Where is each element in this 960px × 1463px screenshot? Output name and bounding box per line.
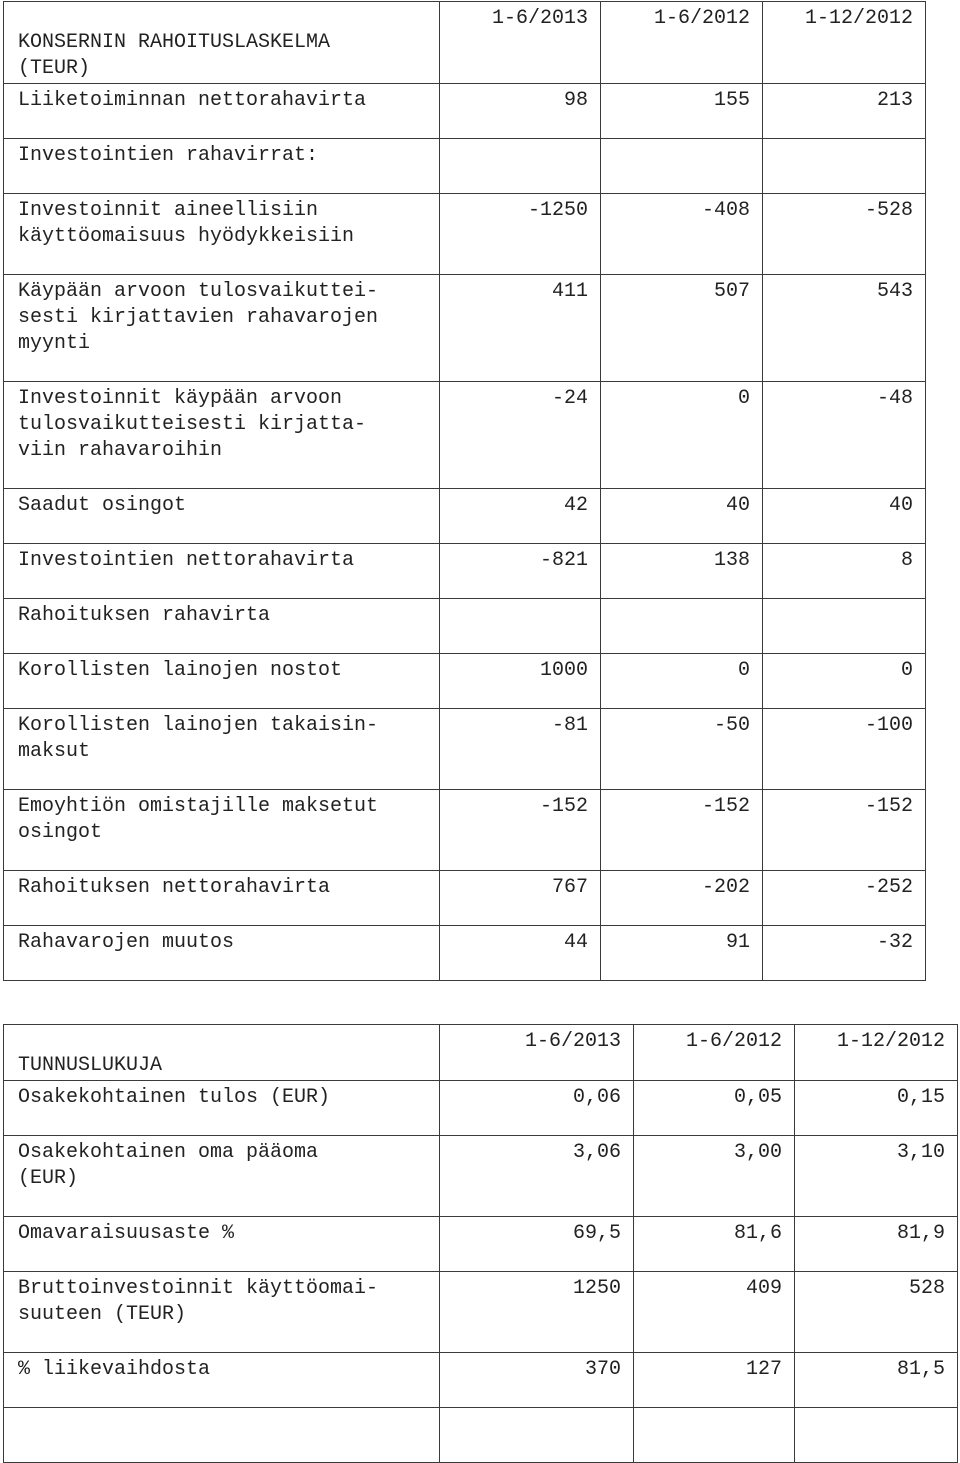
cell-value: -252 bbox=[763, 871, 926, 926]
row-label: Korollisten lainojen nostot bbox=[4, 654, 440, 709]
row-label: Investointien rahavirrat: bbox=[4, 139, 440, 194]
cashflow-period-header: 1-12/2012 bbox=[763, 2, 926, 84]
cell-value: 3,00 bbox=[634, 1136, 795, 1217]
cell-value bbox=[795, 1408, 958, 1463]
cell-value: -821 bbox=[440, 544, 601, 599]
cell-value: -152 bbox=[440, 790, 601, 871]
cell-value bbox=[763, 599, 926, 654]
cell-value: -408 bbox=[601, 194, 763, 275]
row-label: Investoinnit käypään arvoon tulosvaikutteisesti kirjatta- viin rahavaroihin bbox=[4, 382, 440, 489]
cell-value: 1000 bbox=[440, 654, 601, 709]
cell-value bbox=[601, 139, 763, 194]
table-row bbox=[4, 599, 926, 654]
row-label: Liiketoiminnan nettorahavirta bbox=[4, 84, 440, 139]
row-label bbox=[4, 1408, 440, 1463]
cell-value bbox=[440, 139, 601, 194]
cashflow-header-row bbox=[4, 2, 926, 84]
table-row bbox=[4, 1408, 958, 1463]
table-row bbox=[4, 790, 926, 871]
table-row bbox=[4, 709, 926, 790]
row-label: Käypään arvoon tulosvaikuttei- sesti kirjattavien rahavarojen myynti bbox=[4, 275, 440, 382]
cell-value: 40 bbox=[763, 489, 926, 544]
cell-value: -50 bbox=[601, 709, 763, 790]
row-label: Bruttoinvestoinnit käyttöomai- suuteen (TEUR) bbox=[4, 1272, 440, 1353]
cell-value: 213 bbox=[763, 84, 926, 139]
table-row bbox=[4, 139, 926, 194]
cell-value: 138 bbox=[601, 544, 763, 599]
ratios-title: TUNNUSLUKUJA bbox=[4, 1025, 440, 1081]
row-label: Rahoituksen nettorahavirta bbox=[4, 871, 440, 926]
cell-value: 44 bbox=[440, 926, 601, 981]
cell-value: 507 bbox=[601, 275, 763, 382]
cell-value bbox=[763, 139, 926, 194]
cell-value: 91 bbox=[601, 926, 763, 981]
table-row bbox=[4, 84, 926, 139]
cashflow-table bbox=[3, 1, 926, 981]
cell-value: 1250 bbox=[440, 1272, 634, 1353]
row-label: Rahoituksen rahavirta bbox=[4, 599, 440, 654]
cell-value: 0,06 bbox=[440, 1081, 634, 1136]
cell-value: -152 bbox=[601, 790, 763, 871]
cell-value: 3,06 bbox=[440, 1136, 634, 1217]
cell-value bbox=[634, 1408, 795, 1463]
cell-value: 767 bbox=[440, 871, 601, 926]
row-label: Osakekohtainen tulos (EUR) bbox=[4, 1081, 440, 1136]
table-row bbox=[4, 544, 926, 599]
table-row bbox=[4, 1136, 958, 1217]
cell-value: 0,05 bbox=[634, 1081, 795, 1136]
row-label: Osakekohtainen oma pääoma (EUR) bbox=[4, 1136, 440, 1217]
cell-value: 3,10 bbox=[795, 1136, 958, 1217]
row-label: Investointien nettorahavirta bbox=[4, 544, 440, 599]
cell-value: 0,15 bbox=[795, 1081, 958, 1136]
cell-value: 98 bbox=[440, 84, 601, 139]
ratios-period-header: 1-6/2013 bbox=[440, 1025, 634, 1081]
row-label: Rahavarojen muutos bbox=[4, 926, 440, 981]
table-row bbox=[4, 926, 926, 981]
cell-value: 69,5 bbox=[440, 1217, 634, 1272]
table-row bbox=[4, 275, 926, 382]
cell-value: 528 bbox=[795, 1272, 958, 1353]
row-label: Investoinnit aineellisiin käyttöomaisuus hyödykkeisiin bbox=[4, 194, 440, 275]
table-row bbox=[4, 1272, 958, 1353]
cell-value: 42 bbox=[440, 489, 601, 544]
cell-value: -100 bbox=[763, 709, 926, 790]
cell-value: -202 bbox=[601, 871, 763, 926]
cell-value: 0 bbox=[601, 382, 763, 489]
row-label: Emoyhtiön omistajille maksetut osingot bbox=[4, 790, 440, 871]
table-row bbox=[4, 382, 926, 489]
ratios-period-header: 1-6/2012 bbox=[634, 1025, 795, 1081]
cell-value: 81,5 bbox=[795, 1353, 958, 1408]
cell-value: -152 bbox=[763, 790, 926, 871]
cashflow-title bbox=[4, 2, 440, 84]
cell-value: 409 bbox=[634, 1272, 795, 1353]
table-row bbox=[4, 1353, 958, 1408]
table-row bbox=[4, 654, 926, 709]
cell-value: 370 bbox=[440, 1353, 634, 1408]
cashflow-title-line2: (TEUR) bbox=[18, 57, 91, 80]
cell-value: -1250 bbox=[440, 194, 601, 275]
cell-value bbox=[601, 599, 763, 654]
cashflow-period-header: 1-6/2012 bbox=[601, 2, 763, 84]
ratios-period-header: 1-12/2012 bbox=[795, 1025, 958, 1081]
cell-value: 543 bbox=[763, 275, 926, 382]
ratios-header-row bbox=[4, 1025, 958, 1081]
cell-value bbox=[440, 1408, 634, 1463]
cell-value: -24 bbox=[440, 382, 601, 489]
cell-value: -48 bbox=[763, 382, 926, 489]
cell-value: -81 bbox=[440, 709, 601, 790]
ratios-table bbox=[3, 1024, 958, 1463]
cell-value: 81,6 bbox=[634, 1217, 795, 1272]
row-label: Omavaraisuusaste % bbox=[4, 1217, 440, 1272]
cashflow-period-header: 1-6/2013 bbox=[440, 2, 601, 84]
row-label: Saadut osingot bbox=[4, 489, 440, 544]
cell-value: 0 bbox=[763, 654, 926, 709]
cell-value: 81,9 bbox=[795, 1217, 958, 1272]
cell-value: 155 bbox=[601, 84, 763, 139]
cell-value: 127 bbox=[634, 1353, 795, 1408]
table-row bbox=[4, 194, 926, 275]
cell-value: 40 bbox=[601, 489, 763, 544]
cell-value bbox=[440, 599, 601, 654]
cell-value: 411 bbox=[440, 275, 601, 382]
cell-value: -528 bbox=[763, 194, 926, 275]
row-label: % liikevaihdosta bbox=[4, 1353, 440, 1408]
row-label: Korollisten lainojen takaisin- maksut bbox=[4, 709, 440, 790]
cell-value: -32 bbox=[763, 926, 926, 981]
cell-value: 8 bbox=[763, 544, 926, 599]
table-row bbox=[4, 489, 926, 544]
cell-value: 0 bbox=[601, 654, 763, 709]
table-row bbox=[4, 1081, 958, 1136]
cashflow-title-line1: KONSERNIN RAHOITUSLASKELMA bbox=[18, 31, 331, 54]
table-row bbox=[4, 871, 926, 926]
table-row bbox=[4, 1217, 958, 1272]
